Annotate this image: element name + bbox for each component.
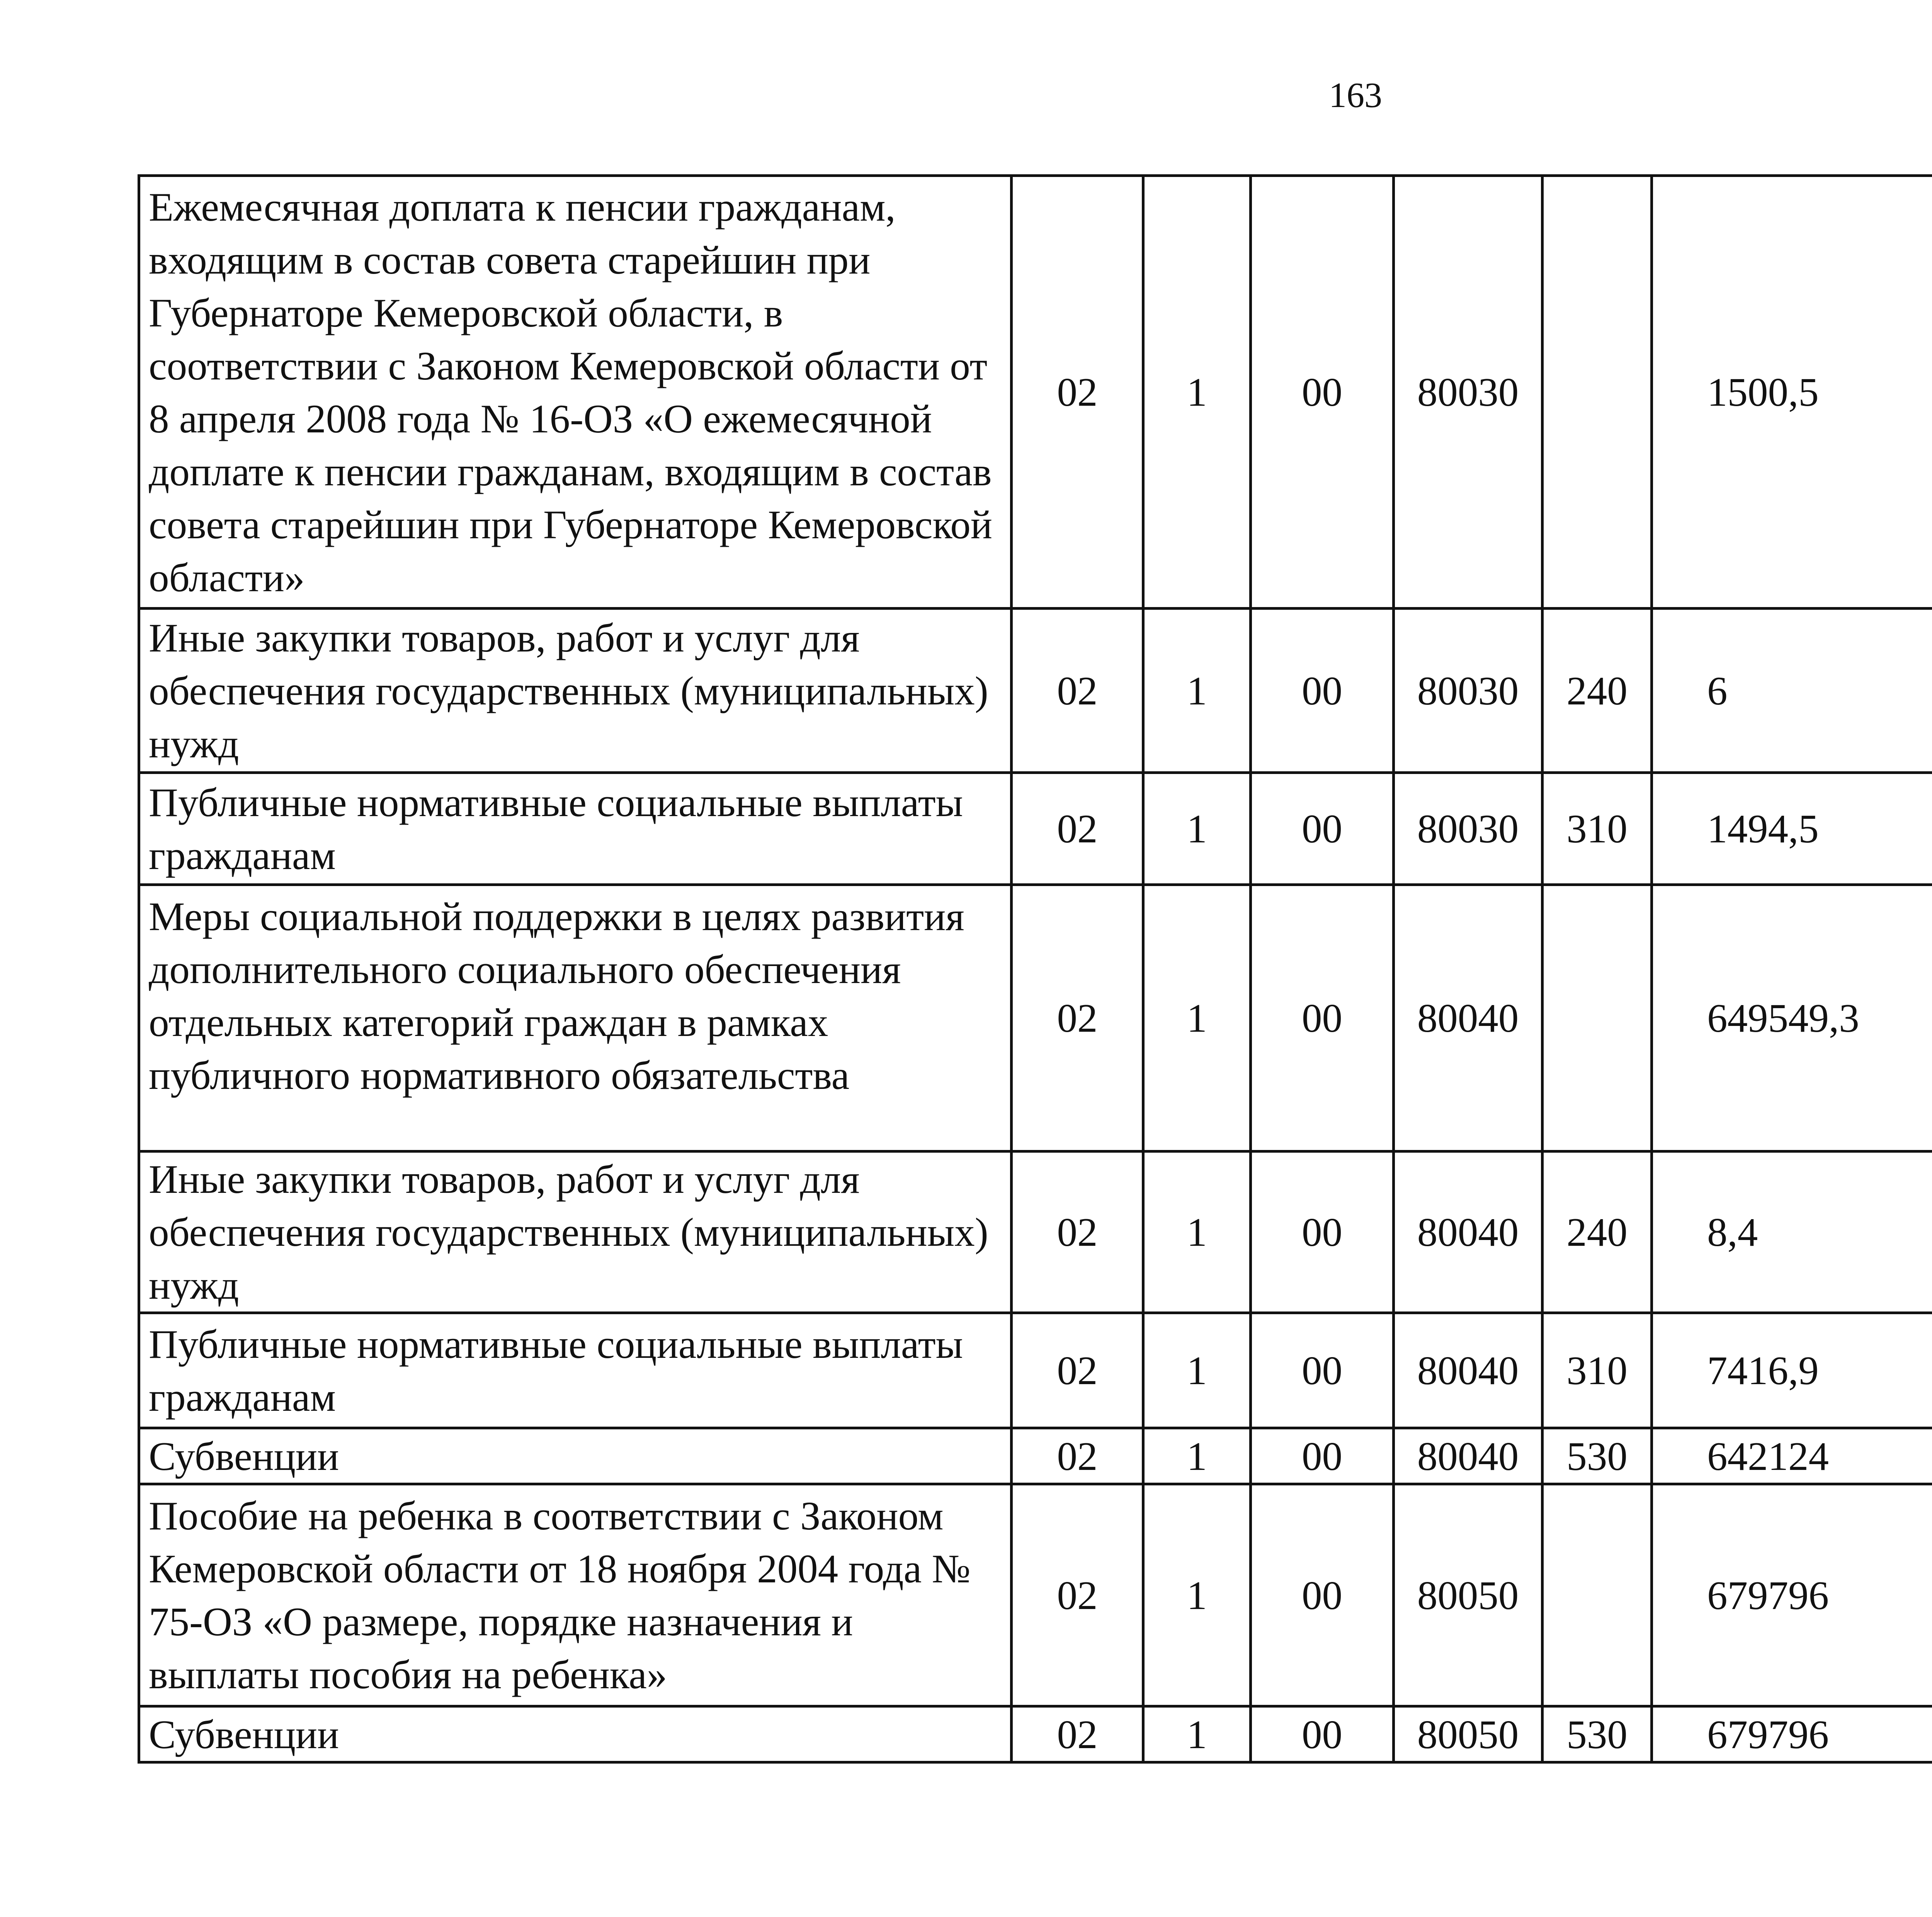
amount-1: 1500,5 bbox=[1652, 176, 1932, 609]
target-code: 80040 bbox=[1394, 885, 1543, 1152]
program-code: 1 bbox=[1143, 609, 1251, 773]
program-code: 1 bbox=[1143, 1428, 1251, 1484]
target-code: 80050 bbox=[1394, 1484, 1543, 1706]
target-code: 80040 bbox=[1394, 1313, 1543, 1428]
subprogram-code: 00 bbox=[1251, 773, 1394, 885]
expense-type-code bbox=[1543, 176, 1652, 609]
section-code: 02 bbox=[1012, 1706, 1143, 1762]
target-code: 80030 bbox=[1394, 773, 1543, 885]
expense-type-code bbox=[1543, 1484, 1652, 1706]
section-code: 02 bbox=[1012, 1484, 1143, 1706]
program-code: 1 bbox=[1143, 1313, 1251, 1428]
table-row bbox=[139, 609, 1932, 773]
section-code: 02 bbox=[1012, 176, 1143, 609]
table-row bbox=[139, 176, 1932, 609]
section-code: 02 bbox=[1012, 1152, 1143, 1313]
row-name: Субвенции bbox=[139, 1706, 1012, 1762]
amount-1: 8,4 bbox=[1652, 1152, 1932, 1313]
target-code: 80030 bbox=[1394, 609, 1543, 773]
amount-1: 679796 bbox=[1652, 1706, 1932, 1762]
amount-1: 6 bbox=[1652, 609, 1932, 773]
budget-table bbox=[138, 174, 1932, 1764]
row-name: Пособие на ребенка в соответствии с Законом Кемеровской области от 18 ноября 2004 года № 75-ОЗ «О размере, порядке назначения и выплаты пособия на ребенка» bbox=[139, 1484, 1012, 1706]
table-row bbox=[139, 885, 1932, 1152]
subprogram-code: 00 bbox=[1251, 1706, 1394, 1762]
expense-type-code: 310 bbox=[1543, 773, 1652, 885]
amount-1: 1494,5 bbox=[1652, 773, 1932, 885]
amount-1: 649549,3 bbox=[1652, 885, 1932, 1152]
target-code: 80030 bbox=[1394, 176, 1543, 609]
target-code: 80040 bbox=[1394, 1428, 1543, 1484]
program-code: 1 bbox=[1143, 1152, 1251, 1313]
program-code: 1 bbox=[1143, 773, 1251, 885]
expense-type-code: 530 bbox=[1543, 1706, 1652, 1762]
row-name: Субвенции bbox=[139, 1428, 1012, 1484]
target-code: 80050 bbox=[1394, 1706, 1543, 1762]
section-code: 02 bbox=[1012, 773, 1143, 885]
row-name: Иные закупки товаров, работ и услуг для обеспечения государственных (муниципальных) нужд bbox=[139, 1152, 1012, 1313]
expense-type-code bbox=[1543, 885, 1652, 1152]
subprogram-code: 00 bbox=[1251, 1152, 1394, 1313]
program-code: 1 bbox=[1143, 1484, 1251, 1706]
section-code: 02 bbox=[1012, 609, 1143, 773]
amount-1: 7416,9 bbox=[1652, 1313, 1932, 1428]
subprogram-code: 00 bbox=[1251, 1484, 1394, 1706]
table-row bbox=[139, 1706, 1932, 1762]
subprogram-code: 00 bbox=[1251, 885, 1394, 1152]
row-name: Публичные нормативные социальные выплаты гражданам bbox=[139, 1313, 1012, 1428]
program-code: 1 bbox=[1143, 176, 1251, 609]
expense-type-code: 530 bbox=[1543, 1428, 1652, 1484]
subprogram-code: 00 bbox=[1251, 176, 1394, 609]
expense-type-code: 240 bbox=[1543, 609, 1652, 773]
program-code: 1 bbox=[1143, 1706, 1251, 1762]
table-row bbox=[139, 773, 1932, 885]
subprogram-code: 00 bbox=[1251, 1428, 1394, 1484]
subprogram-code: 00 bbox=[1251, 1313, 1394, 1428]
table-row bbox=[139, 1484, 1932, 1706]
row-name: Меры социальной поддержки в целях развития дополнительного социального обеспечения отдельных категорий граждан в рамках публичного нормативного обязательства bbox=[139, 885, 1012, 1152]
row-name: Публичные нормативные социальные выплаты гражданам bbox=[139, 773, 1012, 885]
section-code: 02 bbox=[1012, 1313, 1143, 1428]
table-row bbox=[139, 1428, 1932, 1484]
section-code: 02 bbox=[1012, 1428, 1143, 1484]
page-number: 163 bbox=[1329, 75, 1382, 115]
row-name: Иные закупки товаров, работ и услуг для обеспечения государственных (муниципальных) нужд bbox=[139, 609, 1012, 773]
table-row bbox=[139, 1152, 1932, 1313]
expense-type-code: 310 bbox=[1543, 1313, 1652, 1428]
expense-type-code: 240 bbox=[1543, 1152, 1652, 1313]
table-row bbox=[139, 1313, 1932, 1428]
amount-1: 642124 bbox=[1652, 1428, 1932, 1484]
row-name: Ежемесячная доплата к пенсии гражданам, входящим в состав совета старейшин при Губернаторе Кемеровской области, в соответствии с Законом Кемеровской области от 8 апреля 2008 года № 16-ОЗ «О ежемесячной доплате к пенсии гражданам, входящим в состав совета старейшин при Губернаторе Кемеровской области» bbox=[139, 176, 1012, 609]
program-code: 1 bbox=[1143, 885, 1251, 1152]
target-code: 80040 bbox=[1394, 1152, 1543, 1313]
amount-1: 679796 bbox=[1652, 1484, 1932, 1706]
section-code: 02 bbox=[1012, 885, 1143, 1152]
subprogram-code: 00 bbox=[1251, 609, 1394, 773]
